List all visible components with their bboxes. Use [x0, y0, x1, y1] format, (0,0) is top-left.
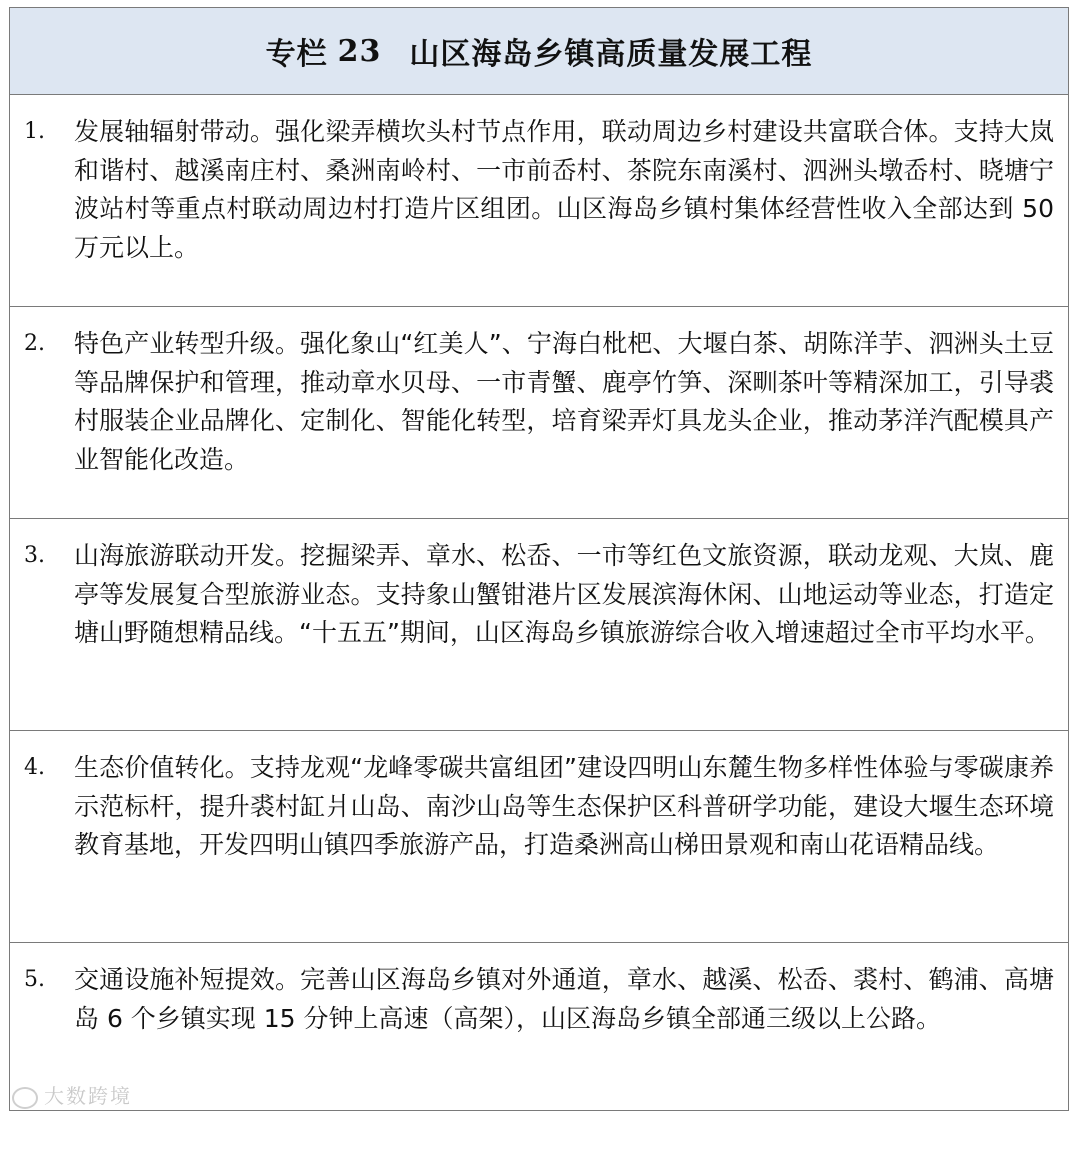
column-label: 专栏	[265, 37, 328, 72]
list-item	[10, 731, 1068, 943]
list-item	[10, 519, 1068, 731]
column-panel	[9, 7, 1069, 1111]
item-text: 山海旅游联动开发。挖掘梁弄、章水、松岙、一市等红色文旅资源，联动龙观、大岚、鹿亭等发展复合型旅游业态。支持象山蟹钳港片区发展滨海休闲、山地运动等业态，打造定塘山野随想精品线。“十五五”期间，山区海岛乡镇旅游综合收入增速超过全市平均水平。	[74, 541, 1054, 647]
item-text: 交通设施补短提效。完善山区海岛乡镇对外通道，章水、越溪、松岙、裘村、鹤浦、高塘岛 6 个乡镇实现 15 分钟上高速（高架），山区海岛乡镇全部通三级以上公路。	[74, 965, 1054, 1033]
item-index: 3.	[24, 543, 45, 568]
column-title: 山区海岛乡镇高质量发展工程	[409, 37, 813, 72]
watermark-logo-icon	[12, 1087, 38, 1109]
list-item	[10, 943, 1068, 1153]
item-index: 4.	[24, 755, 45, 780]
list-item	[10, 307, 1068, 519]
column-header	[10, 8, 1068, 95]
item-text: 特色产业转型升级。强化象山“红美人”、宁海白枇杷、大堰白茶、胡陈洋芋、泗洲头土豆等品牌保护和管理，推动章水贝母、一市青蟹、鹿亭竹笋、深甽茶叶等精深加工，引导裘村服装企业品牌化、定制化、智能化转型，培育梁弄灯具龙头企业，推动茅洋汽配模具产业智能化改造。	[74, 329, 1054, 474]
item-text: 发展轴辐射带动。强化梁弄横坎头村节点作用，联动周边乡村建设共富联合体。支持大岚和谐村、越溪南庄村、桑洲南岭村、一市前岙村、茶院东南溪村、泗洲头墩岙村、晓塘宁波站村等重点村联动周边村打造片区组团。山区海岛乡镇村集体经营性收入全部达到 50 万元以上。	[74, 117, 1054, 262]
list-item	[10, 95, 1068, 307]
item-index: 5.	[24, 967, 45, 992]
item-text: 生态价值转化。支持龙观“龙峰零碳共富组团”建设四明山东麓生物多样性体验与零碳康养示范标杆，提升裘村缸爿山岛、南沙山岛等生态保护区科普研学功能，建设大堰生态环境教育基地，开发四明山镇四季旅游产品，打造桑洲高山梯田景观和南山花语精品线。	[74, 753, 1054, 859]
item-index: 2.	[24, 331, 45, 356]
column-number: 23	[337, 33, 382, 69]
item-index: 1.	[24, 119, 45, 144]
watermark	[12, 1080, 132, 1109]
watermark-text: 大数跨境	[44, 1084, 132, 1108]
